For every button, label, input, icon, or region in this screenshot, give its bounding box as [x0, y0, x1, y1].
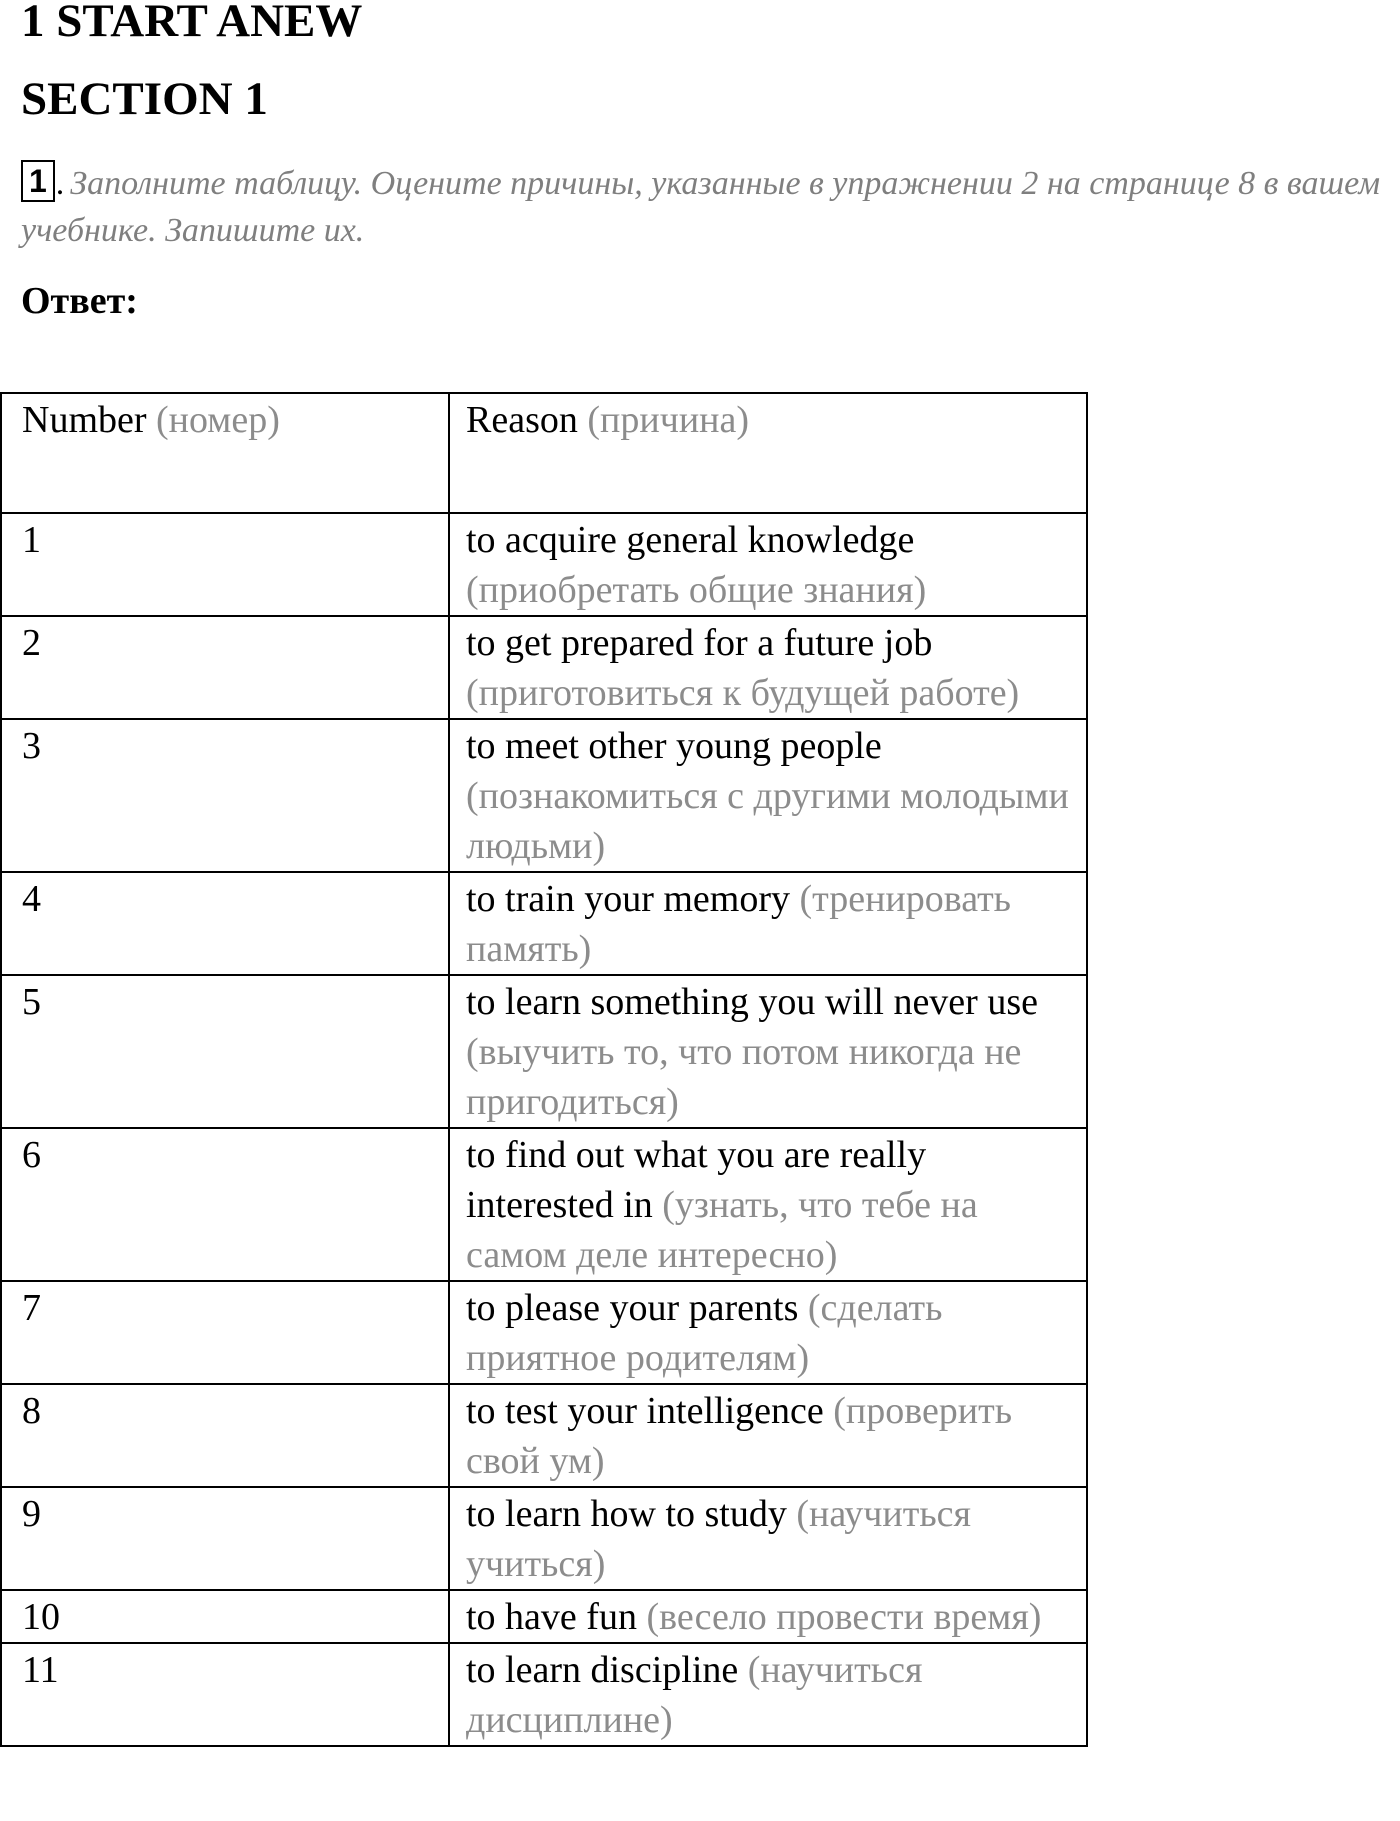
section-title: SECTION 1 — [21, 73, 268, 125]
row-number: 8 — [22, 1390, 41, 1432]
row-number-cell — [1, 1643, 449, 1746]
reason-russian: (познакомиться с другими молодыми людьми) — [466, 775, 1069, 867]
row-reason-cell — [449, 719, 1087, 872]
row-reason-cell — [449, 1281, 1087, 1384]
row-number-cell — [1, 872, 449, 975]
row-number-cell — [1, 1487, 449, 1590]
page-heading: 1 START ANEW — [21, 0, 363, 47]
row-reason-cell — [449, 1128, 1087, 1281]
reason-russian: (тренировать память) — [466, 878, 1012, 970]
row-reason-cell — [449, 513, 1087, 616]
table-row — [1, 616, 1087, 719]
reason-russian: (научиться учиться) — [466, 1493, 972, 1585]
header-reason-en: Reason — [466, 399, 578, 441]
row-number: 7 — [22, 1287, 41, 1329]
reason-english: to train your memory — [466, 878, 790, 920]
row-reason-cell — [449, 975, 1087, 1128]
row-number-cell — [1, 1384, 449, 1487]
reasons-table — [0, 392, 1088, 1747]
task-text: Заполните таблицу. Оцените причины, указанные в упражнении 2 на странице 8 в вашем учебнике. Запишите их. — [21, 165, 1381, 249]
header-number-en: Number — [22, 399, 147, 441]
row-number-cell — [1, 1128, 449, 1281]
reason-english: to acquire general knowledge — [466, 519, 915, 561]
reason-english: to learn discipline — [466, 1649, 739, 1691]
task-number-badge: 1 — [21, 160, 55, 202]
table-row — [1, 719, 1087, 872]
row-number-cell — [1, 719, 449, 872]
row-number: 10 — [22, 1596, 60, 1638]
task-number-dot: . — [55, 165, 65, 202]
row-number: 1 — [22, 519, 41, 561]
row-number-cell — [1, 616, 449, 719]
reason-english: to meet other young people — [466, 725, 882, 767]
task-instruction — [21, 160, 1396, 254]
reason-russian: (приготовиться к будущей работе) — [466, 672, 1020, 714]
reason-english: to find out what you are really interested in — [466, 1134, 927, 1226]
row-reason-cell — [449, 1643, 1087, 1746]
row-reason-cell — [449, 1487, 1087, 1590]
row-number-cell — [1, 1281, 449, 1384]
row-number: 9 — [22, 1493, 41, 1535]
reason-russian: (сделать приятное родителям) — [466, 1287, 943, 1379]
table-row — [1, 1590, 1087, 1643]
table-row — [1, 1128, 1087, 1281]
header-reason-ru: (причина) — [587, 399, 750, 441]
row-reason-cell — [449, 1384, 1087, 1487]
reason-english: to get prepared for a future job — [466, 622, 933, 664]
reason-russian: (проверить свой ум) — [466, 1390, 1013, 1482]
row-number: 4 — [22, 878, 41, 920]
header-reason-cell — [449, 393, 1087, 513]
reason-russian: (научиться дисциплине) — [466, 1649, 923, 1741]
reason-russian: (выучить то, что потом никогда не пригодиться) — [466, 1031, 1022, 1123]
reason-russian: (весело провести время) — [646, 1596, 1042, 1638]
table-row — [1, 1643, 1087, 1746]
row-number: 3 — [22, 725, 41, 767]
table-row — [1, 1384, 1087, 1487]
reason-english: to learn something you will never use — [466, 981, 1038, 1023]
table-row — [1, 1281, 1087, 1384]
reason-russian: (приобретать общие знания) — [466, 569, 927, 611]
row-number: 2 — [22, 622, 41, 664]
row-number-cell — [1, 975, 449, 1128]
reason-english: to please your parents — [466, 1287, 799, 1329]
table-row — [1, 872, 1087, 975]
reason-english: to have fun — [466, 1596, 637, 1638]
reason-english: to learn how to study — [466, 1493, 787, 1535]
table-header-row — [1, 393, 1087, 513]
row-number: 5 — [22, 981, 41, 1023]
header-number-cell — [1, 393, 449, 513]
row-number: 11 — [22, 1649, 59, 1691]
row-number-cell — [1, 1590, 449, 1643]
row-reason-cell — [449, 616, 1087, 719]
table-row — [1, 1487, 1087, 1590]
header-number-ru: (номер) — [156, 399, 280, 441]
reason-russian: (узнать, что тебе на самом деле интересно) — [466, 1184, 978, 1276]
row-number-cell — [1, 513, 449, 616]
table-row — [1, 975, 1087, 1128]
row-reason-cell — [449, 872, 1087, 975]
answer-label: Ответ: — [21, 280, 138, 322]
table-row — [1, 513, 1087, 616]
reason-english: to test your intelligence — [466, 1390, 824, 1432]
row-reason-cell — [449, 1590, 1087, 1643]
row-number: 6 — [22, 1134, 41, 1176]
